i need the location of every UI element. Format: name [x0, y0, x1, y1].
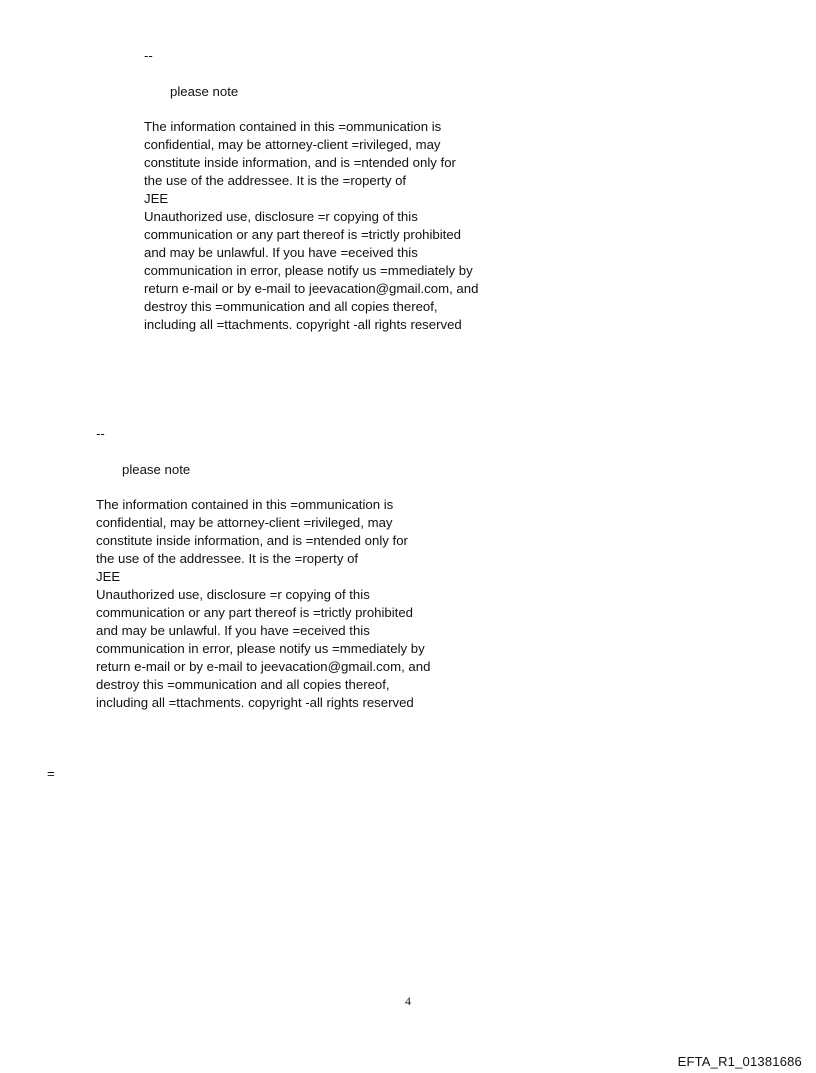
text-line: Unauthorized use, disclosure =r copying of this [144, 209, 418, 224]
disclaimer-block-2 [96, 425, 430, 712]
text-line: destroy this =ommunication and all copies thereof, [96, 677, 390, 692]
text-line: communication in error, please notify us =mmediately by [144, 263, 473, 278]
disclaimer-paragraph [144, 118, 478, 334]
text-line: including all =ttachments. copyright -all rights reserved [144, 317, 462, 332]
text-line: and may be unlawful. If you have =eceived this [96, 623, 370, 638]
please-note-heading: please note [122, 462, 191, 477]
disclaimer-paragraph [96, 496, 430, 712]
text-line: communication or any part thereof is =trictly prohibited [96, 605, 414, 620]
text-line: confidential, may be attorney-client =rivileged, may [144, 137, 441, 152]
text-line: constitute inside information, and is =ntended only for [144, 155, 456, 170]
text-line: communication or any part thereof is =trictly prohibited [144, 227, 462, 242]
text-line: and may be unlawful. If you have =eceived this [144, 245, 418, 260]
page-number: 4 [405, 994, 411, 1008]
text-line: return e-mail or by e-mail to jeevacation@gmail.com, and [96, 659, 431, 674]
text-line: destroy this =ommunication and all copies thereof, [144, 299, 438, 314]
equals-mark: = [47, 766, 55, 781]
text-line: the use of the addressee. It is the =roperty of [144, 173, 407, 188]
text-line: JEE [144, 191, 169, 206]
please-note-heading: please note [170, 84, 239, 99]
disclaimer-block-1 [144, 47, 478, 334]
text-line: including all =ttachments. copyright -all rights reserved [96, 695, 414, 710]
text-line: return e-mail or by e-mail to jeevacation@gmail.com, and [144, 281, 479, 296]
text-line: constitute inside information, and is =ntended only for [96, 533, 408, 548]
separator-dashes: -- [144, 48, 153, 63]
document-id: EFTA_R1_01381686 [677, 1054, 802, 1069]
text-line: JEE [96, 569, 121, 584]
text-line: The information contained in this =ommunication is [144, 119, 442, 134]
text-line: Unauthorized use, disclosure =r copying of this [96, 587, 370, 602]
text-line: confidential, may be attorney-client =rivileged, may [96, 515, 393, 530]
separator-dashes: -- [96, 426, 105, 441]
text-line: communication in error, please notify us =mmediately by [96, 641, 425, 656]
text-line: the use of the addressee. It is the =roperty of [96, 551, 359, 566]
text-line: The information contained in this =ommunication is [96, 497, 394, 512]
